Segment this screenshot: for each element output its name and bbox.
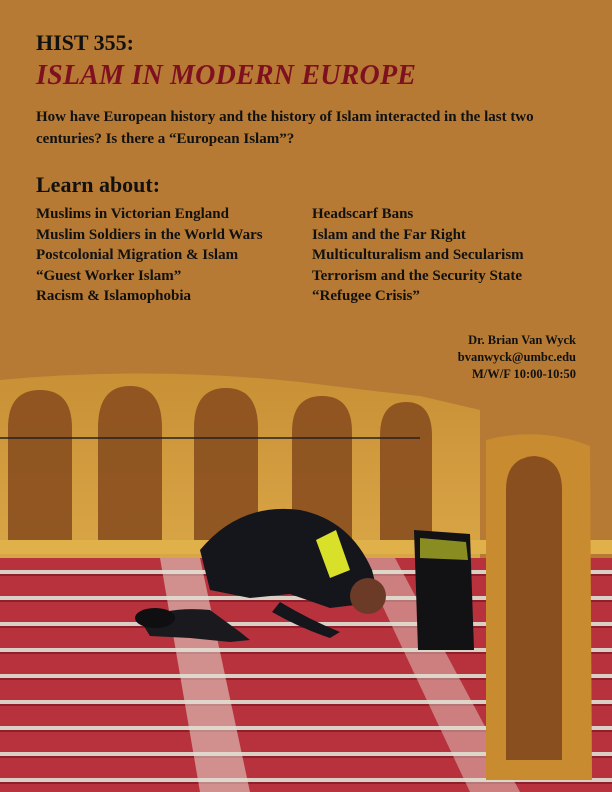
mosque-prayer-photo bbox=[0, 370, 612, 792]
class-schedule: M/W/F 10:00-10:50 bbox=[471, 367, 576, 381]
topic-item: Multiculturalism and Secularism bbox=[312, 247, 524, 263]
topic-item: Islam and the Far Right bbox=[312, 226, 466, 243]
learn-about-heading: Learn about: bbox=[36, 172, 161, 197]
topic-item: Racism & Islamophobia bbox=[36, 288, 192, 304]
topic-item: Terrorism and the Security State bbox=[312, 267, 522, 284]
topic-list-left bbox=[36, 204, 263, 307]
topic-item: “Guest Worker Islam” bbox=[36, 267, 182, 284]
topic-item: Muslim Soldiers in the World Wars bbox=[36, 226, 263, 243]
topic-item: Postcolonial Migration & Islam bbox=[36, 247, 239, 263]
topic-item: “Refugee Crisis” bbox=[312, 288, 420, 304]
topic-item: Headscarf Bans bbox=[312, 206, 414, 222]
topic-item: Muslims in Victorian England bbox=[36, 206, 229, 222]
intro-question: How have European history and the history of Islam interacted in the last two centuries? Is there a “European Islam”? bbox=[36, 109, 534, 147]
course-title: ISLAM IN MODERN EUROPE bbox=[36, 60, 417, 91]
instructor-email: bvanwyck@umbc.edu bbox=[457, 350, 576, 364]
topic-list-right bbox=[312, 204, 524, 307]
instructor-name: Dr. Brian Van Wyck bbox=[468, 333, 576, 347]
course-code: HIST 355: bbox=[36, 30, 135, 55]
